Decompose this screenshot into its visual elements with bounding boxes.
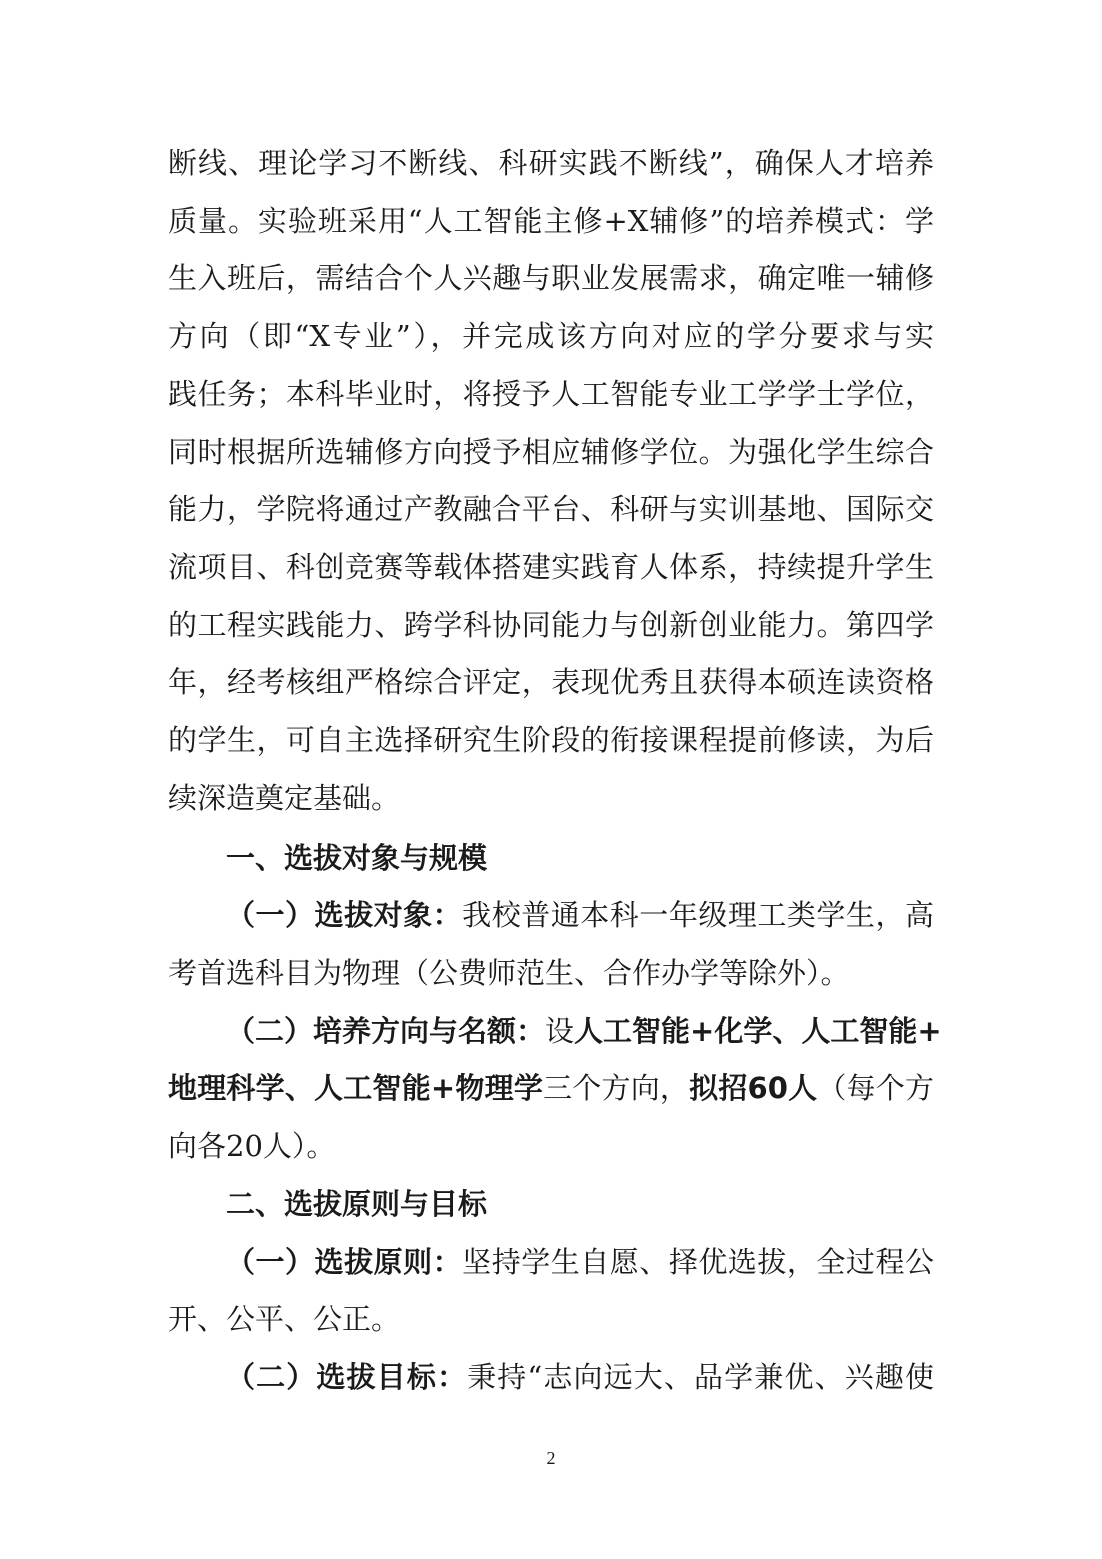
direction-quota-bold-3: 拟招60人 — [689, 1071, 818, 1105]
section-heading-1: 一、选拔对象与规模 — [226, 841, 488, 875]
body-line: 方向（即“X专业”），并完成该方向对应的学分要求与实 — [168, 319, 934, 353]
body-line: 践任务；本科毕业时，将授予人工智能专业工学学士学位， — [168, 377, 934, 411]
selection-principle-line-1 — [226, 1242, 934, 1282]
body-line: 能力，学院将通过产教融合平台、科研与实训基地、国际交 — [168, 492, 934, 526]
selection-target-text: 我校普通本科一年级理工类学生，高 — [462, 898, 934, 932]
body-line: 流项目、科创竞赛等载体搭建实践育人体系，持续提升学生 — [168, 550, 934, 584]
direction-quota-bold-1: 人工智能+化学、人工智能+ — [574, 1014, 942, 1048]
body-line: 续深造奠定基础。 — [168, 781, 401, 815]
body-line: 断线、理论学习不断线、科研实践不断线”，确保人才培养 — [168, 146, 934, 180]
body-line: 年，经考核组严格综合评定，表现优秀且获得本硕连读资格 — [168, 665, 934, 699]
selection-principle-line-2: 开、公平、公正。 — [168, 1302, 401, 1336]
direction-quota-line-3: 向各20人）。 — [168, 1129, 336, 1163]
body-line: 质量。实验班采用“人工智能主修+X辅修”的培养模式：学 — [168, 204, 934, 238]
direction-quota-label: （二）培养方向与名额： — [226, 1014, 546, 1048]
direction-quota-mid: 三个方向， — [543, 1071, 690, 1105]
selection-target-line-2: 考首选科目为物理（公费师范生、合作办学等除外）。 — [168, 956, 850, 990]
direction-quota-line-1 — [226, 1011, 942, 1051]
body-line: 生入班后，需结合个人兴趣与职业发展需求，确定唯一辅修 — [168, 261, 934, 295]
direction-quota-post: （每个方 — [817, 1071, 934, 1105]
selection-goal-line-1 — [226, 1357, 934, 1397]
selection-target-line-1 — [226, 895, 934, 935]
page-number: 2 — [546, 1448, 556, 1468]
selection-goal-label: （二）选拔目标： — [226, 1360, 468, 1394]
body-line: 的工程实践能力、跨学科协同能力与创新创业能力。第四学 — [168, 608, 934, 642]
direction-quota-pre: 设 — [545, 1014, 575, 1048]
selection-goal-text: 秉持“志向远大、品学兼优、兴趣使 — [467, 1360, 934, 1394]
direction-quota-line-2 — [168, 1068, 934, 1108]
body-line: 同时根据所选辅修方向授予相应辅修学位。为强化学生综合 — [168, 435, 934, 469]
selection-target-label: （一）选拔对象： — [226, 898, 463, 932]
selection-principle-text: 坚持学生自愿、择优选拔，全过程公 — [462, 1245, 934, 1279]
section-heading-2: 二、选拔原则与目标 — [226, 1187, 488, 1221]
direction-quota-bold-2: 地理科学、人工智能+物理学 — [168, 1071, 544, 1105]
selection-principle-label: （一）选拔原则： — [226, 1245, 463, 1279]
body-line: 的学生，可自主选择研究生阶段的衔接课程提前修读，为后 — [168, 723, 934, 757]
